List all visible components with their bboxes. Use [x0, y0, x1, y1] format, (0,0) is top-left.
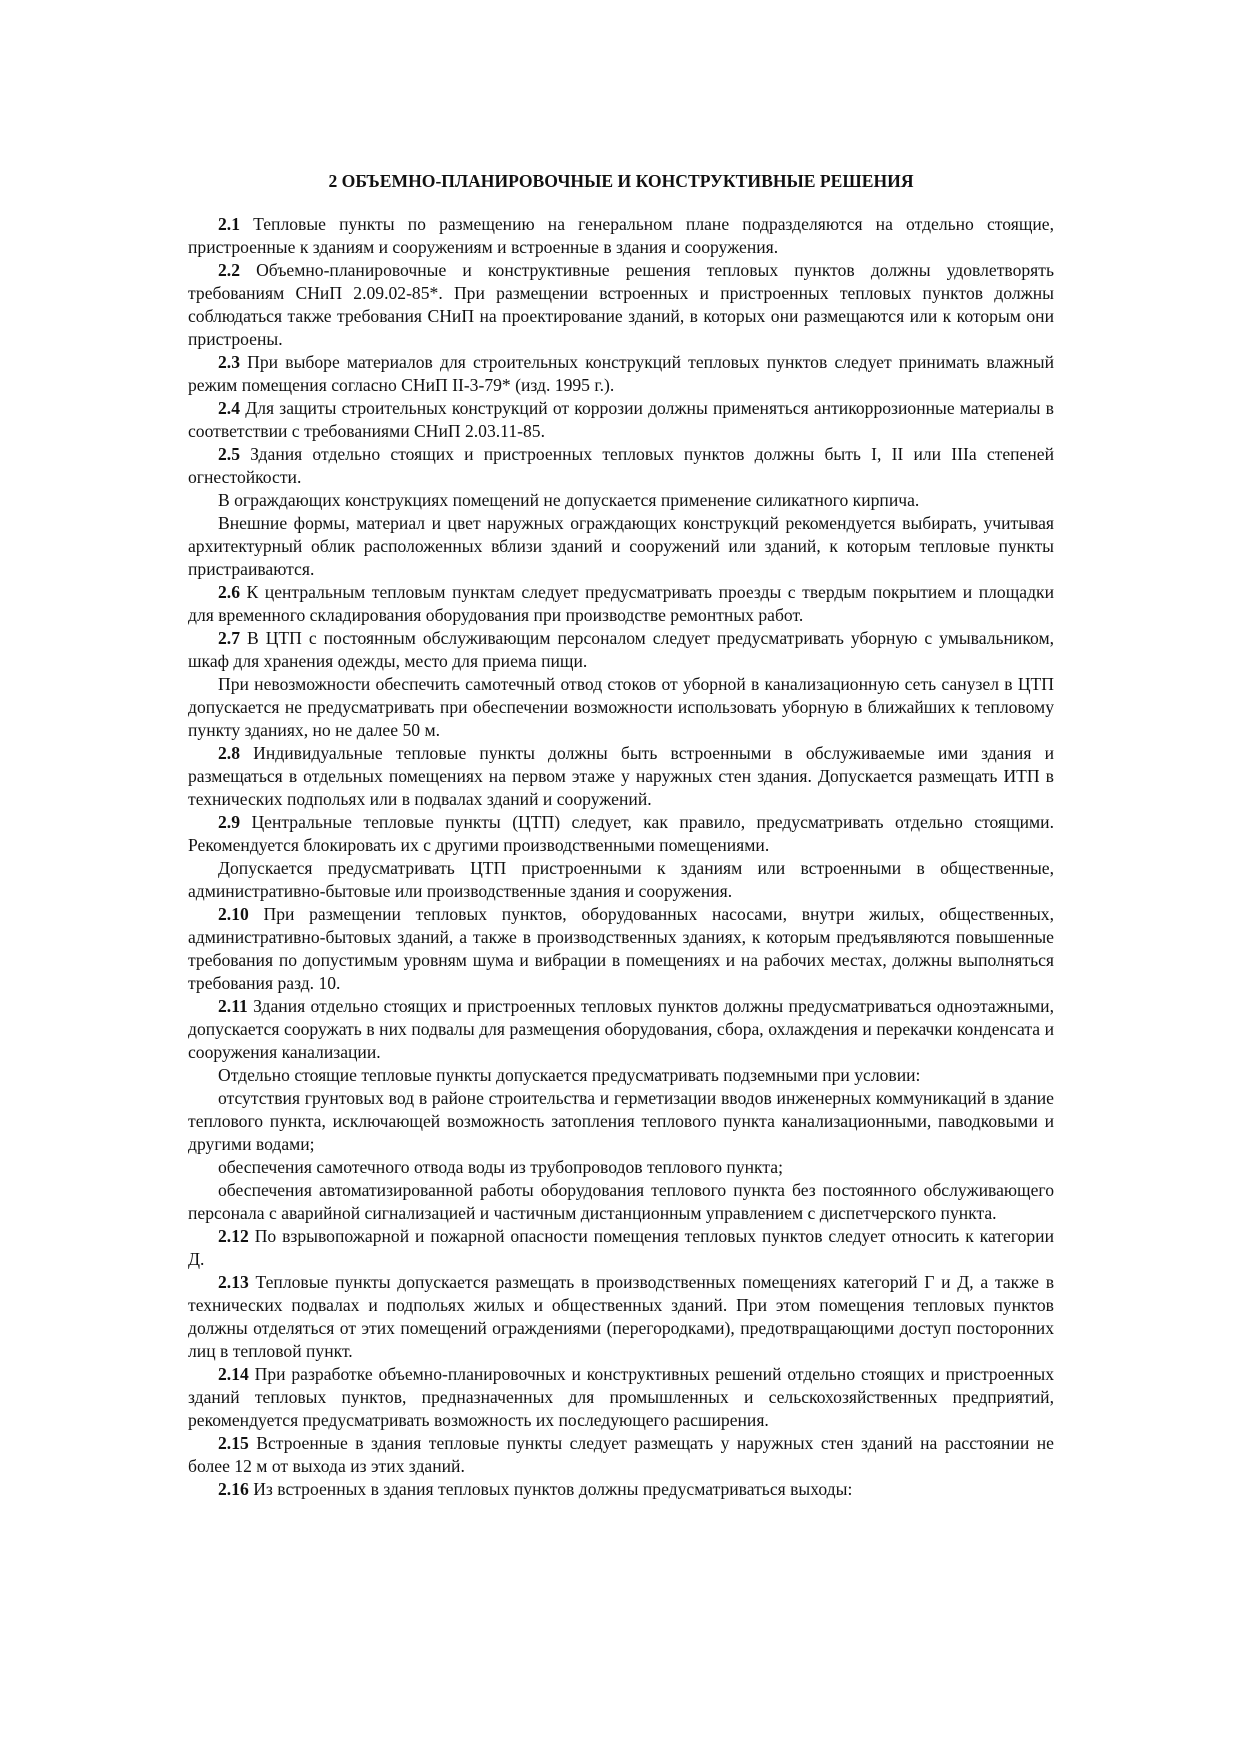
paragraph-text: При невозможности обеспечить самотечный отвод стоков от уборной в канализационную сеть санузел в ЦТП допускается не предусматривать при обеспечении возможности использовать уборную в ближайших к тепловому пункту зданиях, но не далее 50 м. [188, 674, 1054, 740]
paragraph-2-3 [188, 351, 1054, 397]
paragraph-text: обеспечения автоматизированной работы оборудования теплового пункта без постоянного обслуживающего персонала с аварийной сигнализацией и частичным дистанционным управлением с диспетчерского пункта. [188, 1180, 1054, 1223]
paragraph-2-16 [188, 1478, 1054, 1501]
paragraph-text: При разработке объемно-планировочных и конструктивных решений отдельно стоящих и пристроенных зданий тепловых пунктов, предназначенных для промышленных и сельскохозяйственных предприятий, рекомендуется предусматривать возможность их последующего расширения. [188, 1364, 1054, 1430]
clause-number: 2.6 [218, 582, 240, 602]
clause-number: 2.16 [218, 1479, 249, 1499]
clause-number: 2.3 [218, 352, 240, 372]
paragraph-2-5 [188, 443, 1054, 489]
paragraph-2-14 [188, 1363, 1054, 1432]
clause-number: 2.7 [218, 628, 240, 648]
paragraph-text: Допускается предусматривать ЦТП пристроенными к зданиям или встроенными в общественные, административно-бытовые или производственные здания и сооружения. [188, 858, 1054, 901]
paragraph-2-8 [188, 742, 1054, 811]
paragraph-2-9 [188, 811, 1054, 857]
clause-number: 2.13 [218, 1272, 249, 1292]
paragraph-2-11-a [188, 1064, 1054, 1087]
paragraph-text: отсутствия грунтовых вод в районе строительства и герметизации вводов инженерных коммуникаций в здание теплового пункта, исключающей возможность затопления теплового пункта канализационными, паводковыми и другими водами; [188, 1088, 1054, 1154]
clause-number: 2.4 [218, 398, 240, 418]
paragraph-2-11-c [188, 1156, 1054, 1179]
paragraph-text: Из встроенных в здания тепловых пунктов должны предусматриваться выходы: [248, 1479, 853, 1499]
paragraph-2-7 [188, 627, 1054, 673]
clause-number: 2.15 [218, 1433, 249, 1453]
paragraph-text: Отдельно стоящие тепловые пункты допускается предусматривать подземными при условии: [218, 1065, 921, 1085]
paragraph-text: При размещении тепловых пунктов, оборудованных насосами, внутри жилых, общественных, административно-бытовых зданий, а также в производственных зданиях, к которым предъявляются повышенные требования по допустимым уровням шума и вибрации в помещениях и на рабочих местах, должны выполняться требования разд. 10. [188, 904, 1054, 993]
clause-number: 2.5 [218, 444, 240, 464]
document-page [188, 170, 1054, 1501]
paragraph-2-2 [188, 259, 1054, 351]
paragraph-2-5-a [188, 489, 1054, 512]
clause-number: 2.1 [218, 214, 240, 234]
paragraph-2-15 [188, 1432, 1054, 1478]
paragraph-2-11 [188, 995, 1054, 1064]
paragraph-2-10 [188, 903, 1054, 995]
paragraph-2-12 [188, 1225, 1054, 1271]
clause-number: 2.2 [218, 260, 240, 280]
paragraph-text: Тепловые пункты допускается размещать в производственных помещениях категорий Г и Д, а также в технических подвалах и подпольях жилых и общественных зданий. При этом помещения тепловых пунктов должны отделяться от этих помещений ограждениями (перегородками), предотвращающими доступ посторонних лиц в тепловой пункт. [188, 1272, 1054, 1361]
paragraph-text: Здания отдельно стоящих и пристроенных тепловых пунктов должны быть I, II или IIIа степеней огнестойкости. [188, 444, 1054, 487]
paragraph-text: В ЦТП с постоянным обслуживающим персоналом следует предусматривать уборную с умывальником, шкаф для хранения одежды, место для приема пищи. [188, 628, 1054, 671]
paragraph-text: Внешние формы, материал и цвет наружных ограждающих конструкций рекомендуется выбирать, учитывая архитектурный облик расположенных вблизи зданий и сооружений или зданий, к которым тепловые пункты пристраиваются. [188, 513, 1054, 579]
paragraph-text: Здания отдельно стоящих и пристроенных тепловых пунктов должны предусматриваться одноэтажными, допускается сооружать в них подвалы для размещения оборудования, сбора, охлаждения и перекачки конденсата и сооружения канализации. [188, 996, 1054, 1062]
paragraph-text: Тепловые пункты по размещению на генеральном плане подразделяются на отдельно стоящие, пристроенные к зданиям и сооружениям и встроенные в здания и сооружения. [188, 214, 1054, 257]
paragraph-2-13 [188, 1271, 1054, 1363]
clause-number: 2.8 [218, 743, 240, 763]
paragraph-2-6 [188, 581, 1054, 627]
paragraph-text: В ограждающих конструкциях помещений не допускается применение силикатного кирпича. [218, 490, 920, 510]
paragraph-2-11-b [188, 1087, 1054, 1156]
clause-number: 2.12 [218, 1226, 249, 1246]
paragraph-2-4 [188, 397, 1054, 443]
paragraph-text: Объемно-планировочные и конструктивные решения тепловых пунктов должны удовлетворять требованиям СНиП 2.09.02-85*. При размещении встроенных и пристроенных тепловых пунктов должны соблюдаться также требования СНиП на проектирование зданий, в которых они размещаются или к которым они пристроены. [188, 260, 1054, 349]
paragraph-text: При выборе материалов для строительных конструкций тепловых пунктов следует принимать влажный режим помещения согласно СНиП II-3-79* (изд. 1995 г.). [188, 352, 1054, 395]
paragraph-text: Встроенные в здания тепловые пункты следует размещать у наружных стен зданий на расстоянии не более 12 м от выхода из этих зданий. [188, 1433, 1054, 1476]
paragraph-2-9-a [188, 857, 1054, 903]
clause-number: 2.10 [218, 904, 249, 924]
paragraph-text: По взрывопожарной и пожарной опасности помещения тепловых пунктов следует относить к категории Д. [188, 1226, 1054, 1269]
section-title: 2 ОБЪЕМНО-ПЛАНИРОВОЧНЫЕ И КОНСТРУКТИВНЫЕ РЕШЕНИЯ [328, 171, 914, 191]
paragraph-text: обеспечения самотечного отвода воды из трубопроводов теплового пункта; [218, 1157, 783, 1177]
clause-number: 2.14 [218, 1364, 249, 1384]
clause-number: 2.9 [218, 812, 240, 832]
paragraph-text: К центральным тепловым пунктам следует предусматривать проезды с твердым покрытием и площадки для временного складирования оборудования при производстве ремонтных работ. [188, 582, 1054, 625]
paragraph-text: Индивидуальные тепловые пункты должны быть встроенными в обслуживаемые ими здания и размещаться в отдельных помещениях на первом этаже у наружных стен здания. Допускается размещать ИТП в технических подпольях или в подвалах зданий и сооружений. [188, 743, 1054, 809]
paragraph-text: Для защиты строительных конструкций от коррозии должны применяться антикоррозионные материалы в соответствии с требованиями СНиП 2.03.11-85. [188, 398, 1054, 441]
paragraph-2-1 [188, 213, 1054, 259]
paragraph-2-5-b [188, 512, 1054, 581]
paragraph-2-7-a [188, 673, 1054, 742]
paragraph-2-11-d [188, 1179, 1054, 1225]
paragraph-text: Центральные тепловые пункты (ЦТП) следует, как правило, предусматривать отдельно стоящими. Рекомендуется блокировать их с другими производственными помещениями. [188, 812, 1054, 855]
clause-number: 2.11 [218, 996, 248, 1016]
